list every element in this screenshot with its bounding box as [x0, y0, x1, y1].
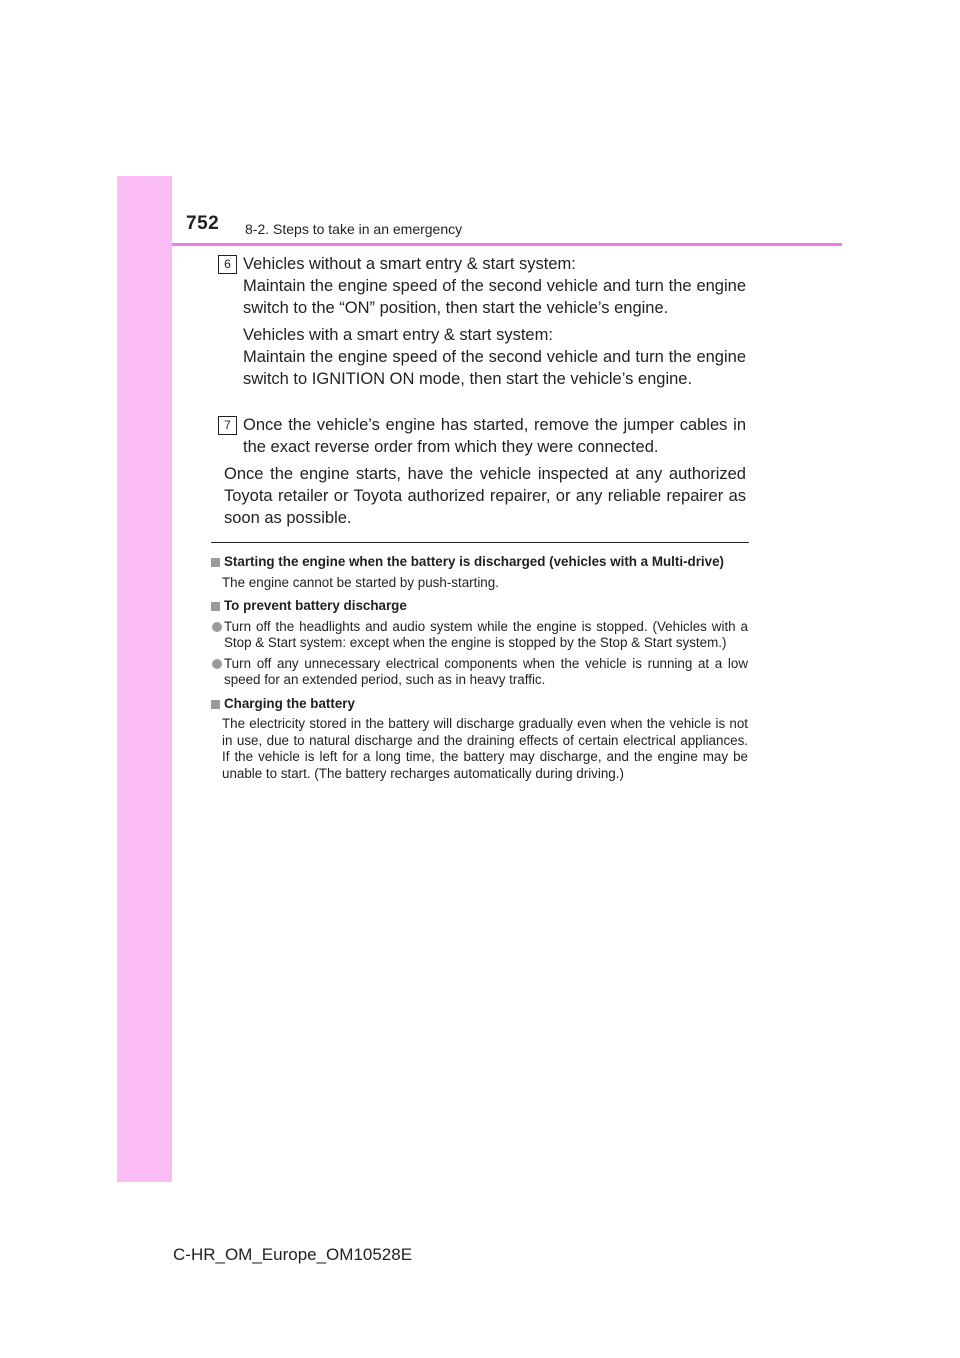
step-number-6: 6	[218, 255, 237, 274]
list-item: Turn off any unnecessary electrical components when the vehicle is running at a low speed for an extended period, such as in heavy traffic.	[211, 656, 748, 689]
note-heading: Charging the battery	[224, 695, 355, 711]
notes-divider	[211, 542, 749, 543]
note-prevent-discharge	[211, 598, 748, 689]
square-bullet-icon	[211, 558, 224, 567]
circle-bullet-icon	[211, 659, 224, 669]
list-item: Turn off the headlights and audio system while the engine is stopped. (Vehicles with a Stop & Start system: except when the engine is stopped by the Stop & Start system.)	[211, 619, 748, 652]
page-number: 752	[186, 213, 220, 234]
notes-section	[211, 554, 748, 789]
step-number-7: 7	[218, 416, 237, 435]
step-7-text: Once the vehicle’s engine has started, remove the jumper cables in the exact reverse order from which they were connected.	[243, 416, 746, 456]
section-title: 8-2. Steps to take in an emergency	[245, 221, 463, 237]
step-7	[243, 414, 746, 458]
step-6	[243, 253, 746, 390]
closing-paragraph: Once the engine starts, have the vehicle inspected at any authorized Toyota retailer or Toyota authorized repairer, or any reliable repairer as soon as possible.	[224, 465, 746, 527]
step-6-text-a: Maintain the engine speed of the second vehicle and turn the engine switch to the “ON” position, then start the vehicle’s engine.	[243, 277, 746, 317]
note-heading: Starting the engine when the battery is discharged (vehicles with a Multi-drive)	[224, 554, 725, 569]
square-bullet-icon	[211, 602, 224, 611]
document-code: C-HR_OM_Europe_OM10528E	[173, 1245, 413, 1264]
step-6-text-b: Maintain the engine speed of the second vehicle and turn the engine switch to IGNITION ON mode, then start the vehicle’s engine.	[243, 348, 746, 388]
note-body: The engine cannot be started by push-starting.	[222, 574, 499, 590]
note-charging-battery	[211, 696, 748, 783]
side-color-band	[117, 176, 172, 1182]
circle-bullet-icon	[211, 622, 224, 632]
step-6-subhead-a: Vehicles without a smart entry & start system:	[243, 255, 576, 273]
header-divider	[172, 243, 842, 246]
note-heading: To prevent battery discharge	[224, 598, 407, 613]
square-bullet-icon	[211, 700, 224, 709]
step-6-subhead-b: Vehicles with a smart entry & start system:	[243, 326, 553, 344]
note-body: The electricity stored in the battery will discharge gradually even when the vehicle is not in use, due to natural discharge and the draining effects of certain electrical appliances. If the vehicle is left for a long time, the battery may discharge, and the engine may be unable to start. (The battery recharges automatically during driving.)	[222, 716, 748, 781]
note-discharged-start	[211, 554, 748, 591]
